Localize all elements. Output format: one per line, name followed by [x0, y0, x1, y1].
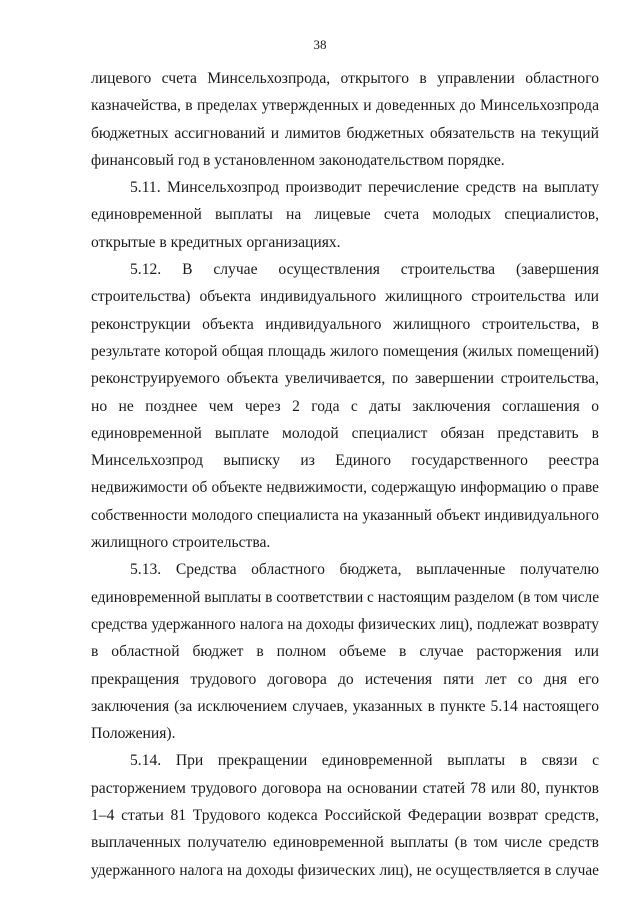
text-line: строительства) объекта индивидуального жилищного строительства или — [91, 288, 599, 306]
text-line: 5.11. Минсельхозпрод производит перечисление средств на выплату — [130, 179, 599, 197]
text-line: казначейства, в пределах утвержденных и доведенных до Минсельхозпрода — [91, 97, 599, 115]
text-line: 5.14. При прекращении единовременной выплаты в связи с — [130, 752, 599, 770]
text-line: единовременной выплаты на лицевые счета молодых специалистов, — [91, 206, 599, 224]
body-text — [91, 65, 599, 884]
text-line: выплаченных получателю единовременной выплаты (в том числе средств — [91, 834, 599, 852]
text-line: 5.13. Средства областного бюджета, выплаченные получателю — [130, 561, 599, 579]
text-line: удержанного налога на доходы физических лиц), не осуществляется в случае — [91, 861, 599, 879]
text-line: недвижимости об объекте недвижимости, содержащую информацию о праве — [91, 479, 599, 497]
text-line: жилищного строительства. — [91, 534, 271, 552]
text-line: собственности молодого специалиста на указанный объект индивидуального — [91, 506, 599, 524]
text-line: единовременной выплате молодой специалист обязан представить в — [91, 424, 599, 442]
text-line: открытые в кредитных организациях. — [91, 233, 341, 251]
text-line: бюджетных ассигнований и лимитов бюджетных обязательств на текущий — [91, 124, 599, 142]
text-line: средства удержанного налога на доходы физических лиц), подлежат возврату — [91, 615, 599, 633]
text-line: 5.12. В случае осуществления строительства (завершения — [130, 261, 599, 279]
text-line: 1–4 статьи 81 Трудового кодекса Российской Федерации возврат средств, — [91, 807, 599, 825]
text-line: Положения). — [91, 725, 176, 743]
text-line: лицевого счета Минсельхозпрода, открытого в управлении областного — [91, 70, 599, 87]
text-line: заключения (за исключением случаев, указанных в пункте 5.14 настоящего — [91, 697, 599, 715]
text-line: прекращения трудового договора до истечения пяти лет со дня его — [91, 670, 599, 688]
text-line: расторжением трудового договора на основании статей 78 или 80, пунктов — [91, 779, 599, 797]
page-number: 38 — [313, 37, 327, 52]
text-line: финансовый год в установленном законодательством порядке. — [91, 151, 505, 169]
text-line: реконструкции объекта индивидуального жилищного строительства, в — [91, 315, 599, 333]
text-line: реконструируемого объекта увеличивается, по завершении строительства, — [91, 370, 599, 388]
text-line: Минсельхозпрод выписку из Единого государственного реестра — [91, 452, 599, 470]
text-line: единовременной выплаты в соответствии с настоящим разделом (в том числе — [91, 588, 600, 606]
text-line: но не позднее чем через 2 года с даты заключения соглашения о — [91, 397, 599, 415]
text-line: результате которой общая площадь жилого помещения (жилых помещений) — [91, 342, 599, 360]
text-line: в областной бюджет в полном объеме в случае расторжения или — [91, 643, 599, 661]
